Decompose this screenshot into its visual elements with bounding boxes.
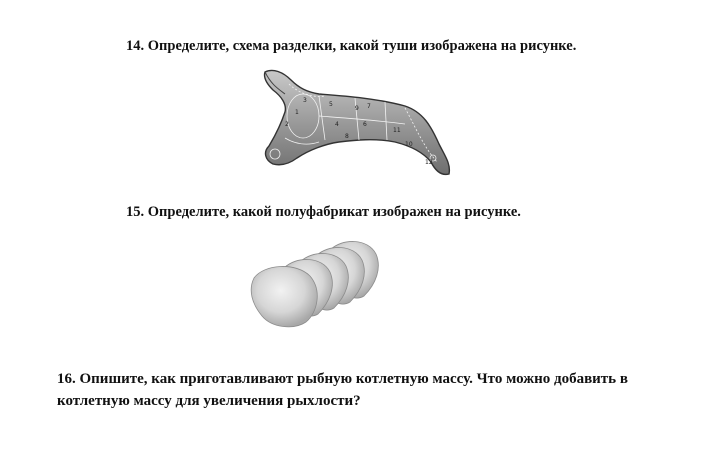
cut-number: 1 [295, 109, 299, 116]
cut-number: 11 [393, 127, 401, 134]
question-14: 14. Определите, схема разделки, какой туши изображена на рисунке. [126, 38, 577, 54]
cut-number: 9 [355, 105, 359, 112]
question-15: 15. Определите, какой полуфабрикат изображен на рисунке. [126, 204, 521, 220]
cut-number: 7 [367, 103, 371, 110]
cut-number: 6 [363, 121, 367, 128]
question-16: 16. Опишите, как приготавливают рыбную котлетную массу. Что можно добавить в котлетную массу для увеличения рыхлости? [57, 371, 628, 409]
meat-slices [251, 241, 378, 326]
cut-number: 2 [285, 121, 289, 128]
cut-number: 12 [425, 159, 433, 166]
cut-number: 3 [303, 97, 307, 104]
semi-finished-product-image [250, 236, 390, 331]
cut-number: 8 [345, 133, 349, 140]
cut-number: 5 [329, 101, 333, 108]
cut-number: 10 [405, 141, 413, 148]
cut-number: 4 [335, 121, 339, 128]
carcass-cutting-diagram [255, 66, 460, 178]
